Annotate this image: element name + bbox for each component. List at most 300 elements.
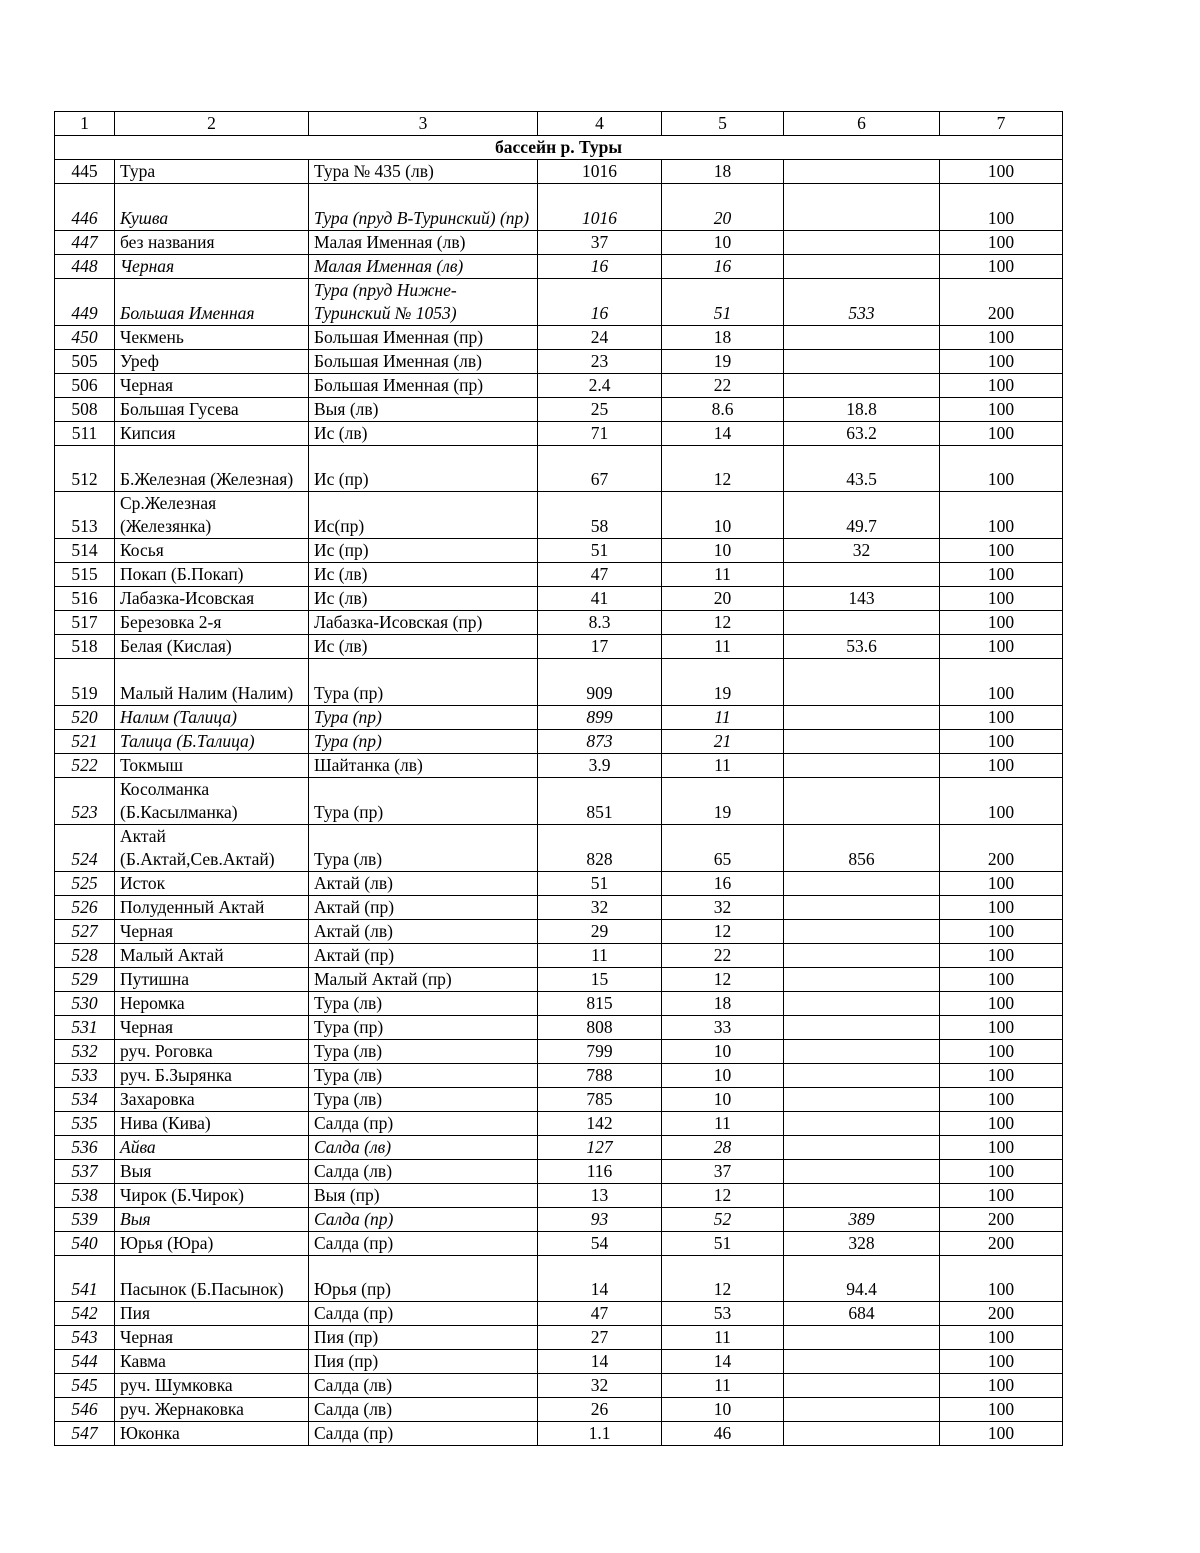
value-col7: 100 [940,563,1063,587]
table-row [55,539,1063,563]
value-col7: 100 [940,729,1063,753]
value-col7: 100 [940,659,1063,706]
value-col6 [784,871,940,895]
value-col7: 100 [940,1135,1063,1159]
value-col6 [784,1398,940,1422]
tributary-of: Малая Именная (лв) [309,254,538,278]
row-number: 546 [55,1398,115,1422]
value-col6 [784,659,940,706]
value-col4: 93 [538,1207,662,1231]
value-col7: 100 [940,1015,1063,1039]
tributary-of: Тура (пр) [309,705,538,729]
value-col4: 785 [538,1087,662,1111]
value-col6: 94.4 [784,1255,940,1302]
row-number: 511 [55,421,115,445]
table-row [55,1135,1063,1159]
river-name: Пасынок (Б.Пасынок) [115,1255,309,1302]
table-row [55,587,1063,611]
value-col4: 142 [538,1111,662,1135]
value-col5: 52 [662,1207,784,1231]
value-col7: 100 [940,1087,1063,1111]
row-number: 513 [55,492,115,539]
basin-title: бассейн р. Туры [55,136,1063,160]
tributary-of: Ис (пр) [309,445,538,492]
value-col6 [784,943,940,967]
value-col5: 10 [662,1087,784,1111]
column-number: 4 [538,112,662,136]
tributary-of: Тура (пр) [309,729,538,753]
value-col4: 15 [538,967,662,991]
value-col6: 856 [784,824,940,871]
row-number: 534 [55,1087,115,1111]
river-name: Черная [115,373,309,397]
tributary-of: Большая Именная (пр) [309,373,538,397]
table-row [55,349,1063,373]
tributary-of: Тура (лв) [309,824,538,871]
row-number: 506 [55,373,115,397]
value-col4: 67 [538,445,662,492]
value-col4: 788 [538,1063,662,1087]
value-col5: 14 [662,421,784,445]
row-number: 512 [55,445,115,492]
row-number: 516 [55,587,115,611]
value-col4: 899 [538,705,662,729]
value-col7: 100 [940,753,1063,777]
value-col5: 65 [662,824,784,871]
row-number: 542 [55,1302,115,1326]
value-col6 [784,753,940,777]
table-row [55,1183,1063,1207]
row-number: 448 [55,254,115,278]
river-table [54,111,1063,1446]
value-col7: 100 [940,1398,1063,1422]
value-col4: 799 [538,1039,662,1063]
value-col5: 11 [662,563,784,587]
value-col5: 11 [662,753,784,777]
row-number: 530 [55,991,115,1015]
row-number: 524 [55,824,115,871]
value-col4: 815 [538,991,662,1015]
value-col7: 100 [940,943,1063,967]
table-row [55,1039,1063,1063]
river-name: Белая (Кислая) [115,635,309,659]
row-number: 536 [55,1135,115,1159]
tributary-of: Тура (пруд Нижне-Туринский № 1053) [309,278,538,325]
row-number: 532 [55,1039,115,1063]
tributary-of: Лабазка-Исовская (пр) [309,611,538,635]
value-col7: 100 [940,445,1063,492]
value-col7: 200 [940,1231,1063,1255]
river-name: Путишна [115,967,309,991]
value-col4: 47 [538,1302,662,1326]
tributary-of: Малая Именная (лв) [309,230,538,254]
value-col6 [784,254,940,278]
value-col4: 26 [538,1398,662,1422]
value-col7: 100 [940,777,1063,824]
river-name: Выя [115,1207,309,1231]
tributary-of: Салда (пр) [309,1302,538,1326]
river-name: Выя [115,1159,309,1183]
value-col6 [784,1350,940,1374]
table-row [55,254,1063,278]
tributary-of: Тура (лв) [309,1039,538,1063]
value-col7: 100 [940,967,1063,991]
table-row [55,278,1063,325]
river-name: Малый Актай [115,943,309,967]
value-col7: 200 [940,824,1063,871]
table-row [55,705,1063,729]
row-number: 533 [55,1063,115,1087]
row-number: 538 [55,1183,115,1207]
table-row [55,967,1063,991]
value-col6 [784,1111,940,1135]
value-col6 [784,777,940,824]
value-col5: 20 [662,587,784,611]
tributary-of: Тура (пр) [309,659,538,706]
value-col4: 51 [538,539,662,563]
value-col6 [784,184,940,231]
river-name: Черная [115,254,309,278]
river-name: Айва [115,1135,309,1159]
value-col5: 18 [662,991,784,1015]
table-row [55,1063,1063,1087]
row-number: 519 [55,659,115,706]
tributary-of: Тура (пруд В-Туринский) (пр) [309,184,538,231]
value-col6 [784,1063,940,1087]
river-name: Налим (Талица) [115,705,309,729]
row-number: 525 [55,871,115,895]
tributary-of: Салда (пр) [309,1207,538,1231]
value-col6 [784,611,940,635]
table-row [55,563,1063,587]
value-col6 [784,1422,940,1446]
value-col6 [784,705,940,729]
value-col4: 37 [538,230,662,254]
river-name: Чирок (Б.Чирок) [115,1183,309,1207]
column-number-row [55,112,1063,136]
value-col5: 10 [662,1063,784,1087]
table-row [55,943,1063,967]
table-row [55,373,1063,397]
river-name: Захаровка [115,1087,309,1111]
value-col6: 328 [784,1231,940,1255]
value-col4: 851 [538,777,662,824]
table-row [55,729,1063,753]
value-col5: 20 [662,184,784,231]
value-col4: 14 [538,1350,662,1374]
value-col7: 100 [940,611,1063,635]
value-col6: 53.6 [784,635,940,659]
value-col5: 10 [662,492,784,539]
value-col6 [784,729,940,753]
tributary-of: Актай (лв) [309,919,538,943]
river-name: Косья [115,539,309,563]
value-col7: 100 [940,397,1063,421]
river-name: Б.Железная (Железная) [115,445,309,492]
river-name: Ср.Железная (Железянка) [115,492,309,539]
river-name: Тура [115,160,309,184]
value-col5: 11 [662,1326,784,1350]
value-col6: 43.5 [784,445,940,492]
tributary-of: Тура (лв) [309,991,538,1015]
row-number: 518 [55,635,115,659]
table-row [55,1326,1063,1350]
column-number: 1 [55,112,115,136]
row-number: 447 [55,230,115,254]
river-name: Чекмень [115,325,309,349]
value-col5: 18 [662,160,784,184]
river-name: Кушва [115,184,309,231]
value-col5: 11 [662,1374,784,1398]
tributary-of: Салда (пр) [309,1422,538,1446]
tributary-of: Ис(пр) [309,492,538,539]
value-col4: 873 [538,729,662,753]
value-col7: 100 [940,919,1063,943]
table-row [55,777,1063,824]
tributary-of: Шайтанка (лв) [309,753,538,777]
tributary-of: Юрья (пр) [309,1255,538,1302]
row-number: 517 [55,611,115,635]
value-col7: 100 [940,373,1063,397]
value-col7: 200 [940,278,1063,325]
value-col6 [784,230,940,254]
value-col5: 12 [662,967,784,991]
table-row [55,1015,1063,1039]
table-row [55,160,1063,184]
tributary-of: Салда (пр) [309,1231,538,1255]
basin-title-row [55,136,1063,160]
river-name: руч. Шумковка [115,1374,309,1398]
value-col5: 51 [662,1231,784,1255]
row-number: 508 [55,397,115,421]
table-row [55,397,1063,421]
value-col4: 29 [538,919,662,943]
row-number: 445 [55,160,115,184]
value-col7: 100 [940,1159,1063,1183]
value-col7: 100 [940,991,1063,1015]
row-number: 531 [55,1015,115,1039]
river-name: Юконка [115,1422,309,1446]
river-name: Березовка 2-я [115,611,309,635]
row-number: 450 [55,325,115,349]
row-number: 541 [55,1255,115,1302]
river-name: Кавма [115,1350,309,1374]
river-name: Большая Гусева [115,397,309,421]
tributary-of: Малый Актай (пр) [309,967,538,991]
value-col6 [784,160,940,184]
value-col5: 46 [662,1422,784,1446]
value-col4: 11 [538,943,662,967]
table-row [55,1374,1063,1398]
column-number: 5 [662,112,784,136]
value-col4: 47 [538,563,662,587]
river-name: Большая Именная [115,278,309,325]
value-col5: 18 [662,325,784,349]
row-number: 540 [55,1231,115,1255]
value-col5: 21 [662,729,784,753]
river-name: без названия [115,230,309,254]
value-col7: 100 [940,1422,1063,1446]
value-col5: 19 [662,659,784,706]
value-col4: 2.4 [538,373,662,397]
table-row [55,919,1063,943]
row-number: 514 [55,539,115,563]
table-row [55,1398,1063,1422]
value-col6 [784,1135,940,1159]
column-number: 3 [309,112,538,136]
tributary-of: Салда (пр) [309,1111,538,1135]
value-col4: 8.3 [538,611,662,635]
value-col7: 100 [940,1374,1063,1398]
river-name: Неромка [115,991,309,1015]
value-col5: 33 [662,1015,784,1039]
row-number: 547 [55,1422,115,1446]
value-col5: 16 [662,871,784,895]
value-col7: 100 [940,705,1063,729]
value-col4: 828 [538,824,662,871]
value-col4: 25 [538,397,662,421]
value-col5: 22 [662,943,784,967]
river-name: Косолманка (Б.Касылманка) [115,777,309,824]
tributary-of: Актай (пр) [309,895,538,919]
tributary-of: Тура (лв) [309,1087,538,1111]
river-name: руч. Жернаковка [115,1398,309,1422]
value-col7: 200 [940,1207,1063,1231]
value-col6 [784,919,940,943]
tributary-of: Актай (пр) [309,943,538,967]
row-number: 526 [55,895,115,919]
table-row [55,230,1063,254]
row-number: 529 [55,967,115,991]
river-name: Пия [115,1302,309,1326]
value-col5: 14 [662,1350,784,1374]
value-col7: 100 [940,587,1063,611]
row-number: 539 [55,1207,115,1231]
value-col7: 100 [940,1063,1063,1087]
value-col7: 100 [940,421,1063,445]
row-number: 515 [55,563,115,587]
table-row [55,1111,1063,1135]
value-col6 [784,1087,940,1111]
value-col4: 51 [538,871,662,895]
value-col4: 116 [538,1159,662,1183]
value-col7: 100 [940,254,1063,278]
value-col5: 10 [662,230,784,254]
value-col4: 16 [538,278,662,325]
row-number: 545 [55,1374,115,1398]
value-col4: 58 [538,492,662,539]
tributary-of: Ис (пр) [309,539,538,563]
value-col4: 32 [538,1374,662,1398]
value-col6 [784,373,940,397]
value-col4: 3.9 [538,753,662,777]
value-col5: 16 [662,254,784,278]
tributary-of: Выя (пр) [309,1183,538,1207]
value-col5: 22 [662,373,784,397]
table-row [55,1087,1063,1111]
value-col5: 10 [662,1039,784,1063]
value-col4: 27 [538,1326,662,1350]
tributary-of: Выя (лв) [309,397,538,421]
row-number: 446 [55,184,115,231]
value-col5: 19 [662,349,784,373]
tributary-of: Тура (лв) [309,1063,538,1087]
tributary-of: Салда (лв) [309,1159,538,1183]
river-name: Лабазка-Исовская [115,587,309,611]
value-col6: 63.2 [784,421,940,445]
river-name: Черная [115,1015,309,1039]
value-col4: 71 [538,421,662,445]
tributary-of: Пия (пр) [309,1350,538,1374]
value-col7: 100 [940,539,1063,563]
river-name: Малый Налим (Налим) [115,659,309,706]
value-col7: 100 [940,1039,1063,1063]
value-col4: 1016 [538,160,662,184]
column-number: 2 [115,112,309,136]
river-name: Талица (Б.Талица) [115,729,309,753]
value-col6: 49.7 [784,492,940,539]
table-row [55,871,1063,895]
value-col4: 13 [538,1183,662,1207]
tributary-of: Ис (лв) [309,421,538,445]
value-col6 [784,1159,940,1183]
value-col6: 533 [784,278,940,325]
row-number: 528 [55,943,115,967]
row-number: 527 [55,919,115,943]
value-col4: 127 [538,1135,662,1159]
value-col4: 1.1 [538,1422,662,1446]
table-row [55,421,1063,445]
table-row [55,325,1063,349]
table-row [55,659,1063,706]
table-row [55,1422,1063,1446]
value-col5: 19 [662,777,784,824]
value-col5: 11 [662,635,784,659]
value-col7: 100 [940,230,1063,254]
tributary-of: Большая Именная (лв) [309,349,538,373]
row-number: 522 [55,753,115,777]
river-name: руч. Роговка [115,1039,309,1063]
value-col7: 100 [940,184,1063,231]
tributary-of: Ис (лв) [309,635,538,659]
value-col7: 100 [940,1111,1063,1135]
value-col7: 100 [940,1326,1063,1350]
tributary-of: Салда (лв) [309,1374,538,1398]
table-row [55,445,1063,492]
value-col4: 808 [538,1015,662,1039]
value-col5: 32 [662,895,784,919]
value-col7: 100 [940,635,1063,659]
tributary-of: Пия (пр) [309,1326,538,1350]
value-col4: 23 [538,349,662,373]
tributary-of: Салда (лв) [309,1135,538,1159]
value-col4: 41 [538,587,662,611]
value-col5: 12 [662,1255,784,1302]
value-col6 [784,895,940,919]
value-col5: 28 [662,1135,784,1159]
river-name: Покап (Б.Покап) [115,563,309,587]
river-name: Полуденный Актай [115,895,309,919]
value-col4: 54 [538,1231,662,1255]
value-col7: 100 [940,349,1063,373]
value-col7: 100 [940,160,1063,184]
river-name: Токмыш [115,753,309,777]
value-col5: 51 [662,278,784,325]
river-name: Юрья (Юра) [115,1231,309,1255]
value-col6 [784,1374,940,1398]
value-col5: 11 [662,705,784,729]
table-row [55,1302,1063,1326]
